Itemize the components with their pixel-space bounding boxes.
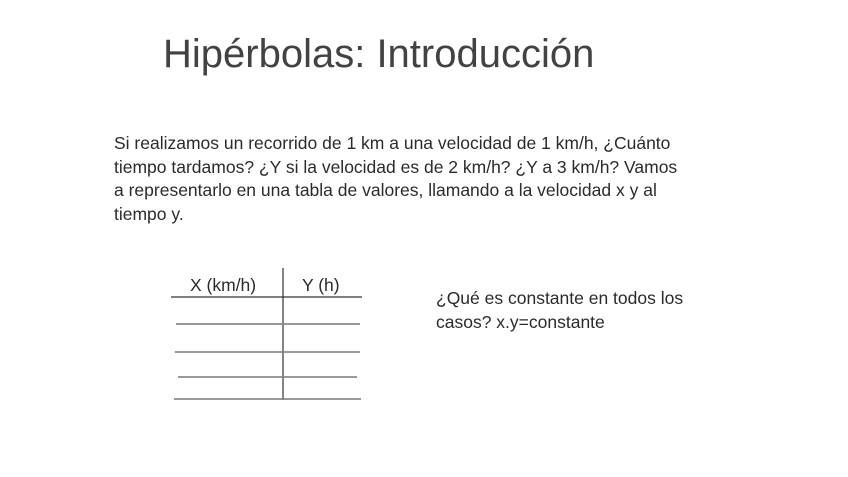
- slide-title: Hipérbolas: Introducción: [163, 32, 595, 76]
- table-header-x: X (km/h): [190, 275, 257, 295]
- values-table: [168, 266, 368, 406]
- question-text: [436, 287, 756, 334]
- question-line: casos? x.y=constante: [436, 311, 605, 332]
- intro-line: tiempo tardamos? ¿Y si la velocidad es de 2 km/h? ¿Y a 3 km/h? Vamos: [114, 156, 678, 177]
- intro-line: a representarlo en una tabla de valores, llamando a la velocidad x y al: [114, 180, 657, 200]
- intro-paragraph: [114, 132, 764, 226]
- intro-line: tiempo y.: [114, 203, 184, 224]
- question-line: ¿Qué es constante en todos los: [436, 288, 684, 308]
- table-header-y: Y (h): [302, 275, 340, 295]
- intro-line: Si realizamos un recorrido de 1 km a una velocidad de 1 km/h, ¿Cuánto: [114, 133, 671, 153]
